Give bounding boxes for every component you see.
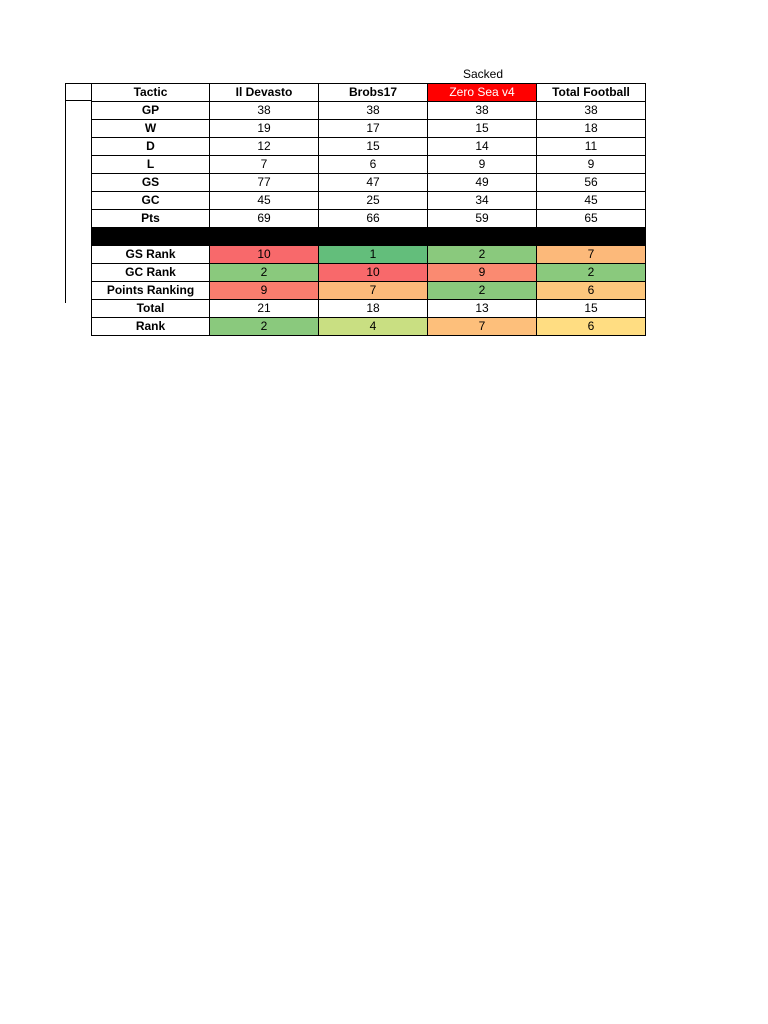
- table-cell[interactable]: 47: [319, 174, 428, 192]
- row-label[interactable]: D: [92, 138, 210, 156]
- table-cell[interactable]: 9: [428, 264, 537, 282]
- table-cell[interactable]: 19: [210, 120, 319, 138]
- row-label[interactable]: Rank: [92, 318, 210, 336]
- table-cell[interactable]: 2: [428, 246, 537, 264]
- left-border-line: [65, 101, 66, 303]
- table-cell[interactable]: 25: [319, 192, 428, 210]
- header-il-devasto[interactable]: Il Devasto: [210, 84, 319, 102]
- row-label[interactable]: L: [92, 156, 210, 174]
- table-cell[interactable]: 15: [319, 138, 428, 156]
- table-cell[interactable]: 21: [210, 300, 319, 318]
- table-cell[interactable]: 65: [537, 210, 646, 228]
- table-cell[interactable]: 59: [428, 210, 537, 228]
- table-cell[interactable]: 4: [319, 318, 428, 336]
- header-total-football[interactable]: Total Football: [537, 84, 646, 102]
- table-cell[interactable]: 7: [537, 246, 646, 264]
- table-row: [92, 246, 646, 264]
- table-cell[interactable]: 14: [428, 138, 537, 156]
- table-cell[interactable]: 11: [537, 138, 646, 156]
- table-cell[interactable]: 2: [210, 264, 319, 282]
- table-cell[interactable]: 6: [537, 282, 646, 300]
- table-cell[interactable]: 15: [537, 300, 646, 318]
- table-cell[interactable]: 69: [210, 210, 319, 228]
- table-cell[interactable]: 49: [428, 174, 537, 192]
- table-row: [92, 174, 646, 192]
- header-zero-sea-v4[interactable]: Zero Sea v4: [428, 84, 537, 102]
- table-cell[interactable]: 56: [537, 174, 646, 192]
- table-row: [92, 120, 646, 138]
- row-label[interactable]: GS: [92, 174, 210, 192]
- table-cell[interactable]: 18: [537, 120, 646, 138]
- header-tactic[interactable]: Tactic: [92, 84, 210, 102]
- table-cell[interactable]: 12: [210, 138, 319, 156]
- table-cell[interactable]: 38: [319, 102, 428, 120]
- header-brobs17[interactable]: Brobs17: [319, 84, 428, 102]
- table-cell[interactable]: 7: [319, 282, 428, 300]
- table-cell[interactable]: 38: [210, 102, 319, 120]
- table-cell[interactable]: 1: [319, 246, 428, 264]
- table-cell[interactable]: 13: [428, 300, 537, 318]
- table-cell[interactable]: 6: [319, 156, 428, 174]
- table-cell[interactable]: 34: [428, 192, 537, 210]
- separator-row: [92, 228, 646, 246]
- table-row: [92, 156, 646, 174]
- sacked-note: Sacked: [462, 67, 504, 81]
- row-label[interactable]: Pts: [92, 210, 210, 228]
- tactics-comparison-table: [91, 83, 646, 336]
- table-row: [92, 264, 646, 282]
- separator-cell: [92, 228, 646, 246]
- table-cell[interactable]: 10: [319, 264, 428, 282]
- row-label[interactable]: GC: [92, 192, 210, 210]
- header-row: [92, 84, 646, 102]
- table-row: [92, 318, 646, 336]
- table-cell[interactable]: 18: [319, 300, 428, 318]
- table-cell[interactable]: 10: [210, 246, 319, 264]
- left-border-header: [65, 83, 91, 101]
- table-row: [92, 300, 646, 318]
- row-label[interactable]: Total: [92, 300, 210, 318]
- table-cell[interactable]: 38: [537, 102, 646, 120]
- row-label[interactable]: GC Rank: [92, 264, 210, 282]
- table-row: [92, 192, 646, 210]
- row-label[interactable]: GS Rank: [92, 246, 210, 264]
- table-cell[interactable]: 45: [537, 192, 646, 210]
- table-cell[interactable]: 2: [428, 282, 537, 300]
- table-cell[interactable]: 7: [210, 156, 319, 174]
- table-cell[interactable]: 9: [537, 156, 646, 174]
- table-cell[interactable]: 2: [537, 264, 646, 282]
- table-cell[interactable]: 17: [319, 120, 428, 138]
- row-label[interactable]: W: [92, 120, 210, 138]
- table-cell[interactable]: 2: [210, 318, 319, 336]
- table-cell[interactable]: 7: [428, 318, 537, 336]
- table-cell[interactable]: 66: [319, 210, 428, 228]
- table-row: [92, 282, 646, 300]
- row-label[interactable]: Points Ranking: [92, 282, 210, 300]
- table-cell[interactable]: 77: [210, 174, 319, 192]
- table-cell[interactable]: 9: [428, 156, 537, 174]
- table-row: [92, 210, 646, 228]
- table-cell[interactable]: 45: [210, 192, 319, 210]
- table-cell[interactable]: 15: [428, 120, 537, 138]
- table-cell[interactable]: 9: [210, 282, 319, 300]
- table-cell[interactable]: 38: [428, 102, 537, 120]
- table-cell[interactable]: 6: [537, 318, 646, 336]
- row-label[interactable]: GP: [92, 102, 210, 120]
- table-row: [92, 138, 646, 156]
- table-row: [92, 102, 646, 120]
